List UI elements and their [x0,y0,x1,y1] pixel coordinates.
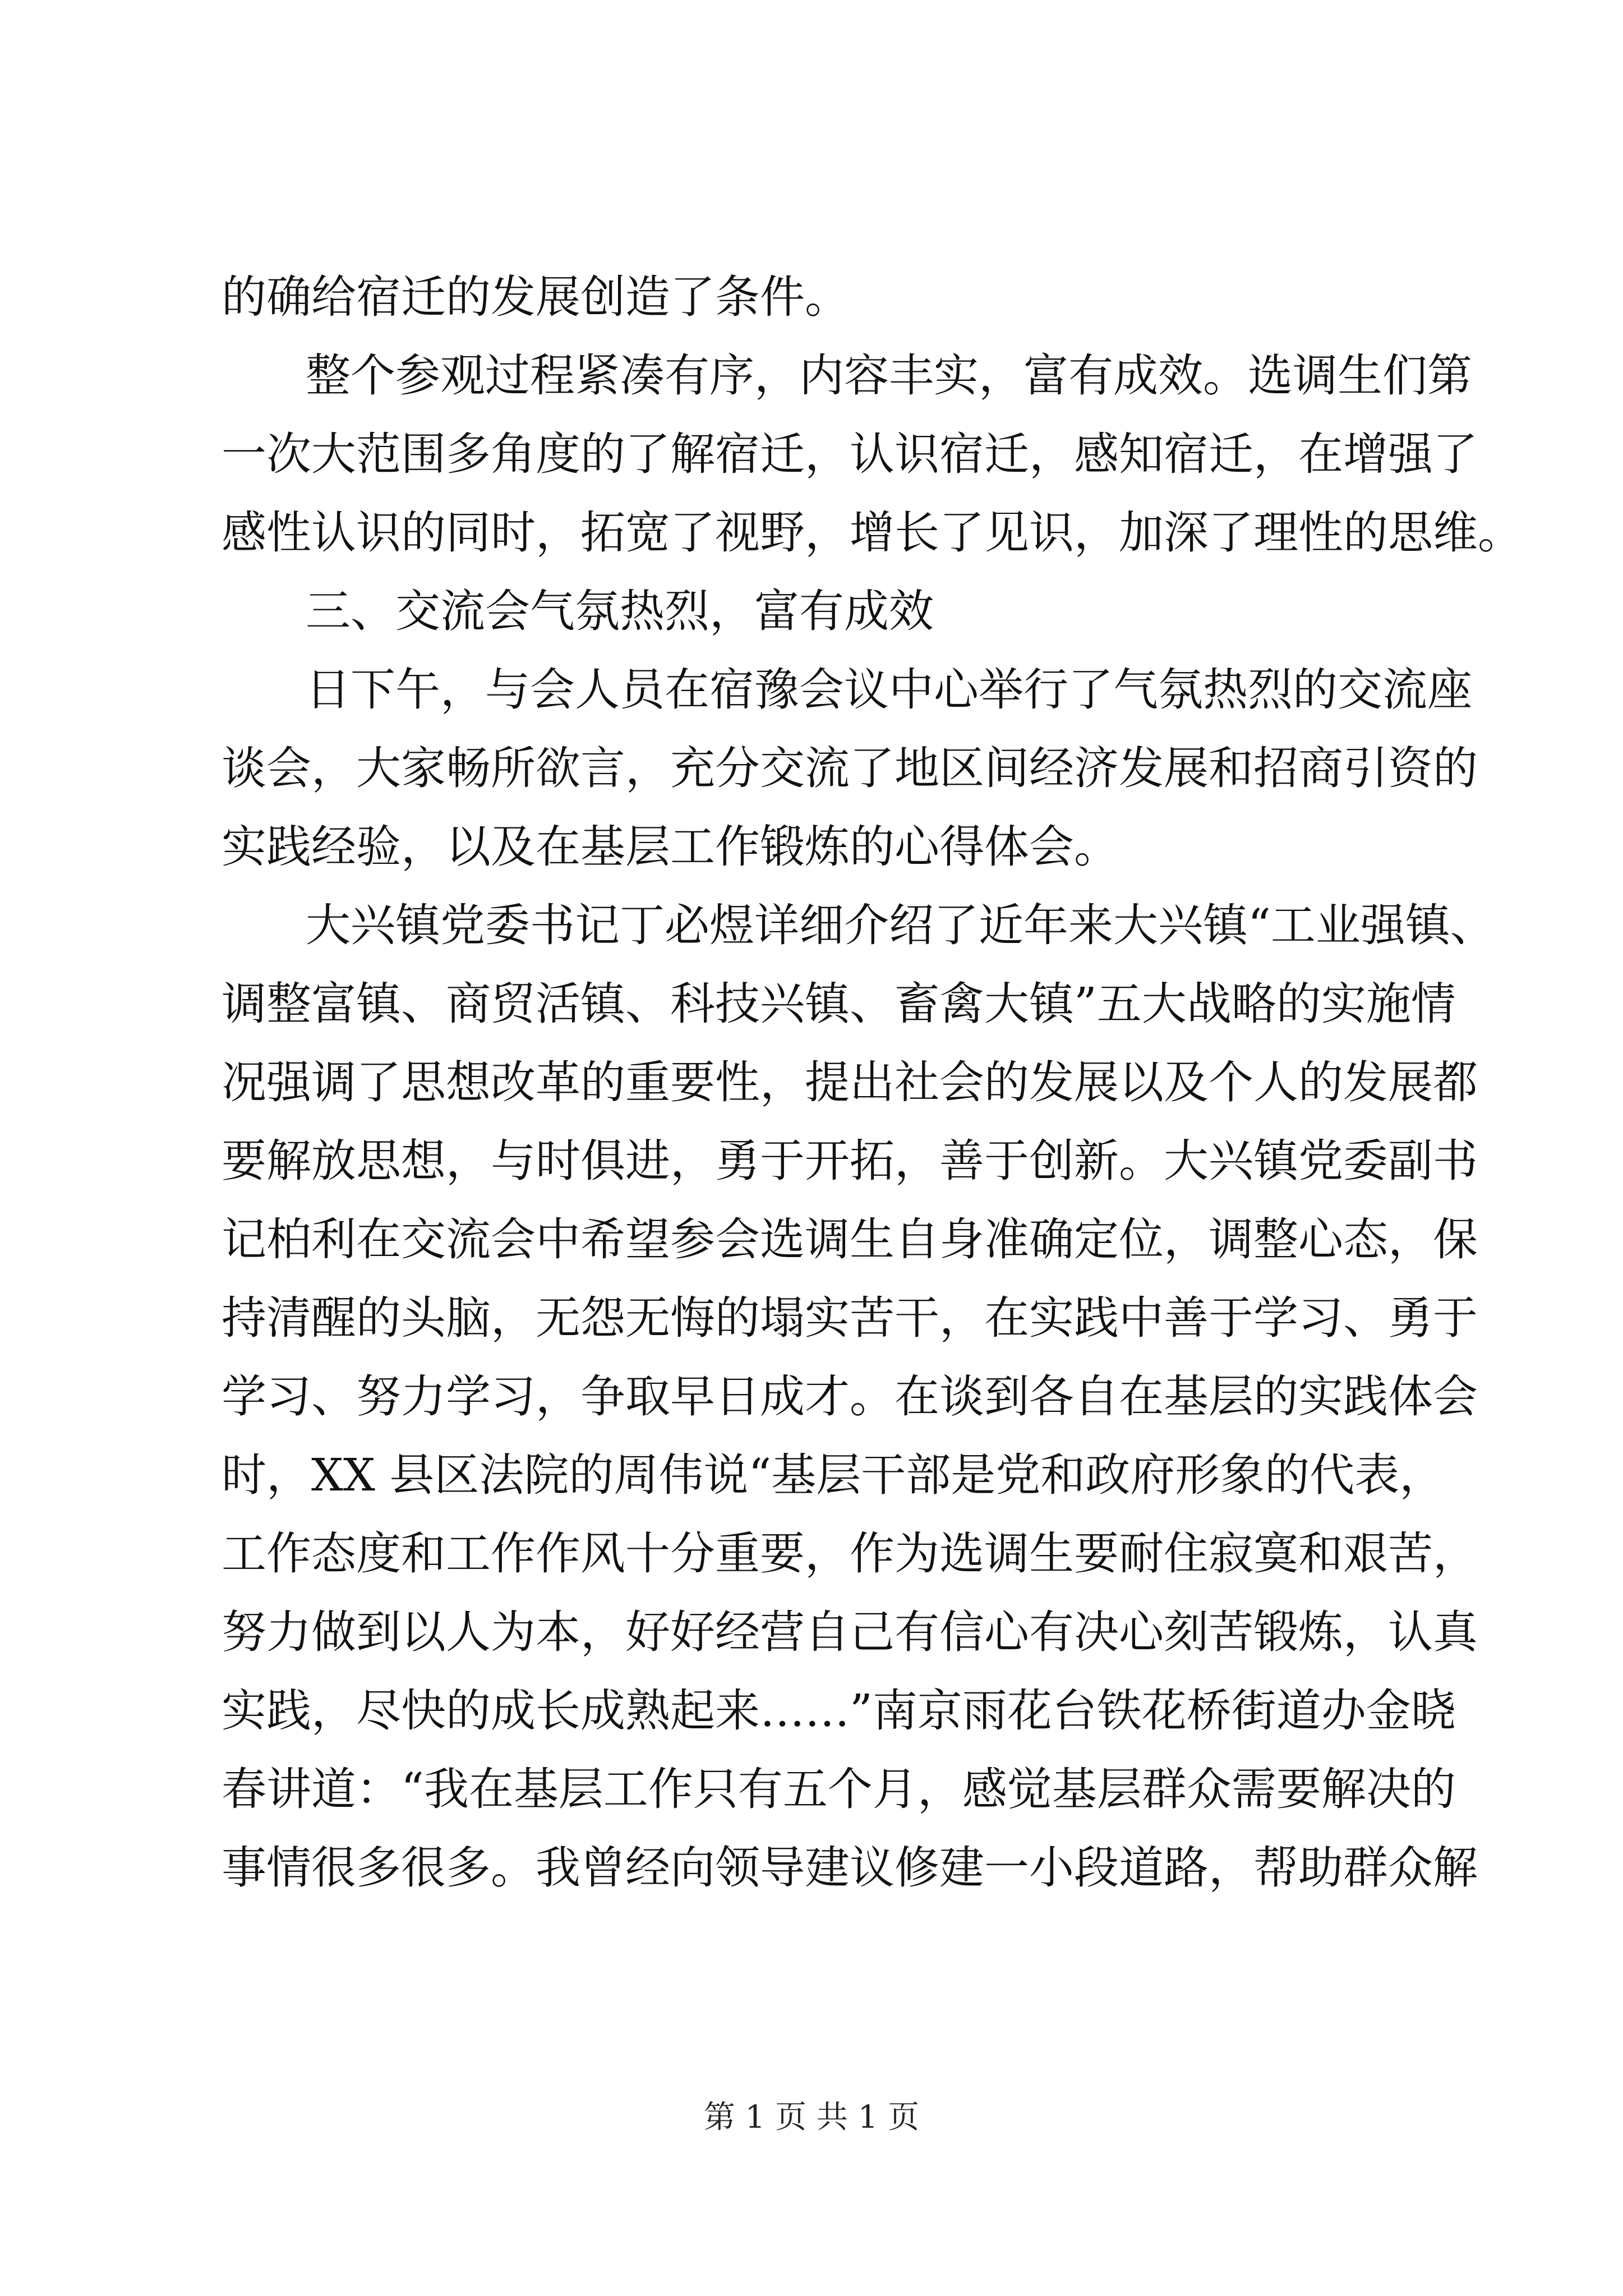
text-line: 时，XX 县区法院的周伟说“基层干部是党和政府形象的代表， [222,1449,1445,1501]
text-line: 大兴镇党委书记丁必煜详细介绍了近年来大兴镇“工业强镇、 [306,899,1495,951]
text-line: 春讲道：“我在基层工作只有五个月，感觉基层群众需要解决的 [222,1763,1456,1815]
text-line: 谈会，大家畅所欲言，充分交流了地区间经济发展和招商引资的 [222,742,1478,794]
text-line: 的确给宿迁的发展创造了条件。 [222,271,850,323]
text-line: 记柏利在交流会中希望参会选调生自身准确定位，调整心态，保 [222,1213,1478,1266]
text-line: 学习、努力学习，争取早日成才。在谈到各自在基层的实践体会 [222,1370,1478,1423]
text-line: 要解放思想，与时俱进，勇于开拓，善于创新。大兴镇党委副书 [222,1135,1478,1187]
text-line: 实践，尽快的成长成熟起来……”南京雨花台铁花桥街道办金晓 [222,1685,1456,1737]
section-heading: 三、交流会气氛热烈，富有成效 [306,585,934,637]
page-number: 第 1 页 共 1 页 [703,2099,920,2136]
text-line: 持清醒的头脑，无怨无悔的塌实苦干，在实践中善于学习、勇于 [222,1292,1478,1344]
text-line: 调整富镇、商贸活镇、科技兴镇、畜禽大镇”五大战略的实施情 [222,978,1456,1030]
text-line: 日下午，与会人员在宿豫会议中心举行了气氛热烈的交流座 [306,664,1472,716]
text-line: 一次大范围多角度的了解宿迁，认识宿迁，感知宿迁，在增强了 [222,428,1478,480]
text-line: 况强调了思想改革的重要性，提出社会的发展以及个人的发展都 [222,1056,1478,1108]
text-line: 感性认识的同时，拓宽了视野，增长了见识，加深了理性的思维。 [222,507,1523,559]
text-line: 整个参观过程紧凑有序，内容丰实，富有成效。选调生们第 [306,349,1472,402]
text-line: 事情很多很多。我曾经向领导建议修建一小段道路，帮助群众解 [222,1842,1478,1894]
text-line: 实践经验，以及在基层工作锻炼的心得体会。 [222,821,1119,873]
document-body [222,258,1523,1907]
page-footer [0,2098,1623,2137]
text-line: 工作态度和工作作风十分重要，作为选调生要耐住寂寞和艰苦， [222,1527,1478,1580]
text-line: 努力做到以人为本，好好经营自己有信心有决心刻苦锻炼，认真 [222,1606,1478,1658]
